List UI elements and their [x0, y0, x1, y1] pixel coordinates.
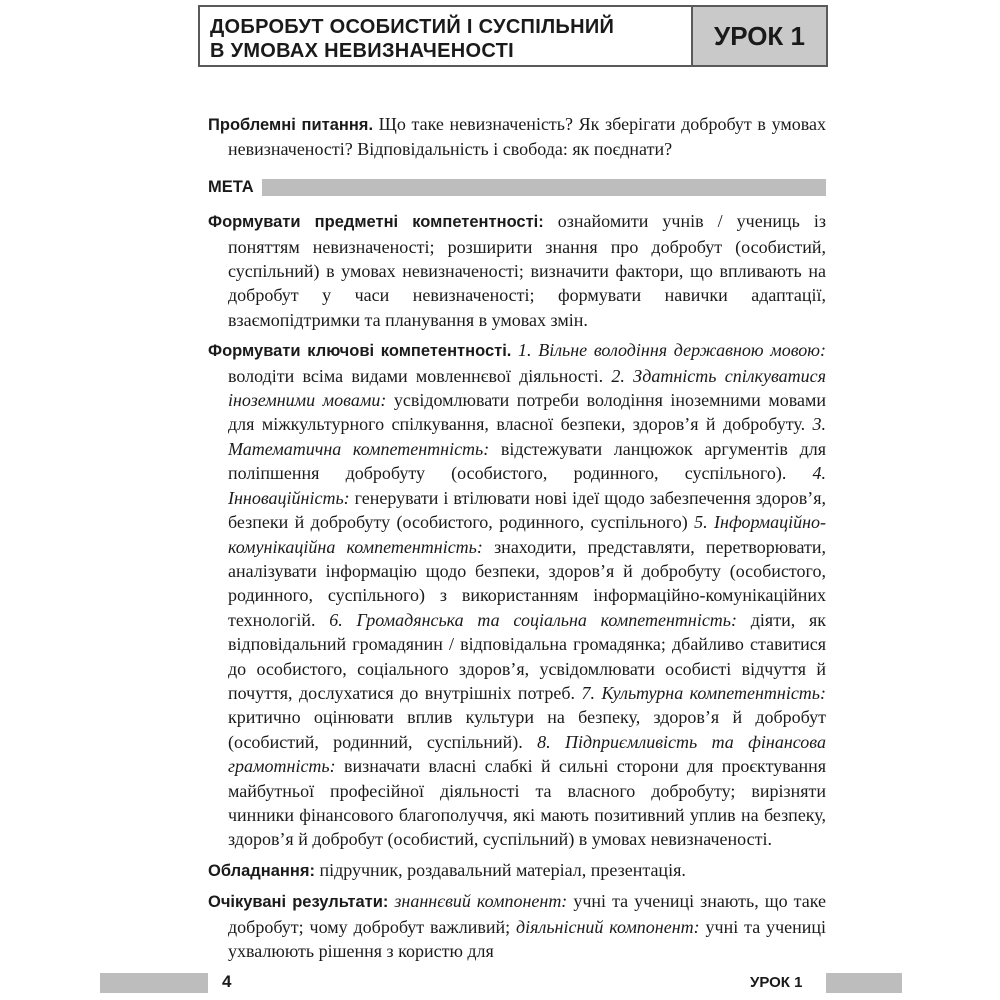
- equipment-label: Обладнання:: [208, 861, 315, 880]
- key-item-4-text: генерувати і втілювати нові ідеї щодо забезпечення здоров’я, безпеки й добробуту (особистого, родинного, суспільного): [228, 487, 826, 533]
- subject-competencies: [208, 209, 826, 332]
- problem-label: Проблемні питання.: [208, 116, 374, 134]
- subject-label: Формувати предметні компетентності:: [208, 213, 544, 232]
- key-item-7-text: критично оцінювати вплив культури на безпеку, здоров’я й добробут (особистий, родинний, суспільний).: [228, 707, 826, 752]
- results-activity-title: діяльнісний компонент:: [510, 916, 700, 937]
- equipment: [208, 858, 826, 883]
- lesson-header: [198, 5, 828, 67]
- key-item-5-text: знаходити, представляти, перетворювати, аналізувати інформацію щодо безпеки, здоров’я й добробуту (особистого, родинного, суспільного) з використанням інформаційно-комунікаційних технологій.: [228, 536, 826, 630]
- key-item-4-title: 4. Інноваційність:: [228, 463, 827, 508]
- problem-questions: [208, 112, 826, 162]
- key-item-3-title: 3. Математична компетентність:: [228, 414, 827, 459]
- subject-text: ознайомити учнів / учениць із поняттям невизначеності; розширити знання про добробут (особистий, суспільний) в умовах невизначеності; визначити фактори, що впливають на добробут у часи невизначеності; формувати навички адаптації, взаємопідтримки та планування в умовах змін.: [228, 211, 826, 330]
- results-knowledge-text: учні та учениці знають, що таке добробут; чому добробут важливий;: [228, 891, 826, 937]
- lesson-title-line1: ДОБРОБУТ ОСОБИСТИЙ І СУСПІЛЬНИЙ: [210, 16, 615, 38]
- equipment-text: підручник, роздавальний матеріал, презентація.: [314, 859, 686, 880]
- footer-lesson-label: УРОК 1: [750, 974, 803, 991]
- key-item-1-title: 1. Вільне володіння державною мовою:: [511, 340, 826, 361]
- key-item-1-text: володіти всіма видами мовленнєвої діяльності.: [228, 365, 604, 386]
- key-label: Формувати ключові компетентності.: [208, 342, 512, 361]
- meta-label: МЕТА: [208, 177, 254, 196]
- results-activity-text: учні та учениці ухвалюють рішення з користю для: [228, 916, 827, 961]
- results-knowledge-title: знаннєвий компонент:: [388, 891, 568, 912]
- key-item-2-text: усвідомлювати потреби володіння іноземними мовами для міжкультурного спілкування, власної безпеки, здоров’я й добробуту.: [228, 390, 826, 435]
- footer-bar-right: [826, 973, 902, 993]
- key-item-6-title: 6. Громадянська та соціальна компетентність:: [315, 609, 737, 630]
- key-item-6-text: діяти, як відповідальний громадянин / відповідальна громадянка; дбайливо ставитися до особистого, соціального здоров’я, усвідомлювати особисті відчуття й почуття, дослухатися до внутрішніх потреб.: [228, 609, 826, 703]
- key-item-5-title: 5. Інформаційно-комунікаційна компетентність:: [228, 512, 826, 557]
- footer-bar-left: [100, 973, 208, 993]
- problem-text: Що таке невизначеність? Як зберігати добробут в умовах невизначеності? Відповідальність і свобода: як поєднати?: [228, 114, 826, 160]
- lesson-title: [200, 7, 691, 65]
- page-content: [208, 112, 826, 963]
- key-item-3-text: відстежувати ланцюжок аргументів для поліпшення добробуту (особистого, родинного, суспільного).: [228, 438, 826, 484]
- meta-divider-bar: [262, 179, 826, 196]
- meta-section-header: [208, 175, 826, 199]
- page-number: 4: [222, 972, 232, 991]
- expected-results: [208, 889, 826, 963]
- key-item-8-title: 8. Підприємливість та фінансова грамотність:: [228, 731, 826, 777]
- key-item-8-text: визначати власні слабкі й сильні сторони для проєктування майбутньої професійної діяльності та власного добробуту; вирізняти чинники фінансового благополуччя, які мають позитивний уплив на безпеку, здоров’я й добробут (особистий, суспільний) в умовах невизначеності.: [228, 756, 826, 850]
- lesson-number-badge: УРОК 1: [691, 7, 826, 65]
- key-item-2-title: 2. Здатність спілкуватися іноземними мовами:: [228, 365, 826, 411]
- lesson-title-line2: В УМОВАХ НЕВИЗНАЧЕНОСТІ: [210, 40, 514, 62]
- key-item-7-title: 7. Культурна компетентність:: [575, 682, 826, 703]
- key-competencies: [208, 338, 826, 852]
- results-label: Очікувані результати:: [208, 893, 389, 912]
